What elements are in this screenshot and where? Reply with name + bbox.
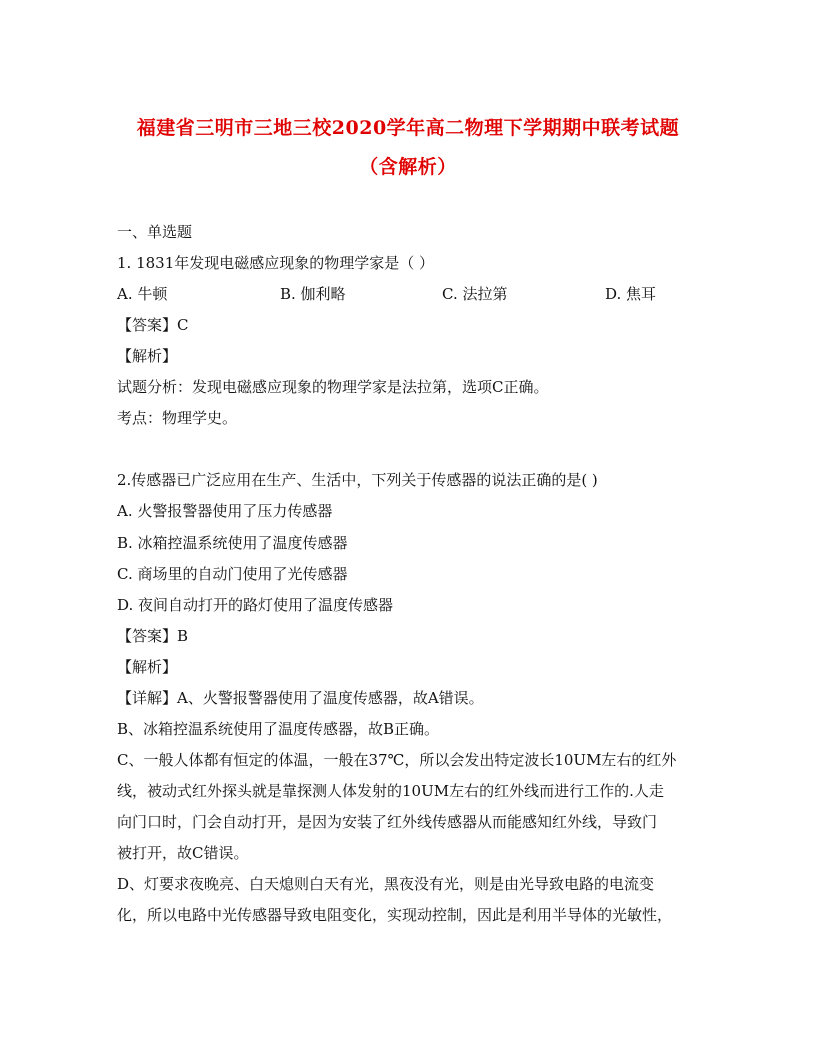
question-2-analysis-heading: 【解析】	[117, 658, 178, 676]
question-2-option-c: C. 商场里的自动门使用了光传感器	[117, 565, 348, 583]
question-1-analysis-line: 考点：物理学史。	[117, 409, 238, 427]
question-1-analysis-line: 试题分析：发现电磁感应现象的物理学家是法拉第，选项C正确。	[117, 378, 549, 396]
question-1-option-c: C. 法拉第	[442, 285, 508, 303]
question-2-analysis-line: D、灯要求夜晚亮、白天熄则白天有光，黑夜没有光，则是由光导致电路的电流变	[117, 875, 655, 893]
section-heading: 一、单选题	[117, 223, 193, 241]
question-2-analysis-line: C、一般人体都有恒定的体温，一般在37℃，所以会发出特定波长10UM左右的红外	[117, 751, 677, 769]
question-2-option-d: D. 夜间自动打开的路灯使用了温度传感器	[117, 596, 394, 614]
question-1-option-b: B. 伽利略	[280, 285, 346, 303]
question-1-stem: 1. 1831年发现电磁感应现象的物理学家是（ ）	[117, 254, 435, 272]
question-1-option-d: D. 焦耳	[605, 285, 657, 303]
question-1-option-a: A. 牛顿	[117, 285, 168, 303]
document-title: 福建省三明市三地三校2020学年高二物理下学期期中联考试题	[136, 117, 680, 139]
question-2-stem: 2.传感器已广泛应用在生产、生活中，下列关于传感器的说法正确的是( )	[117, 471, 598, 489]
question-2-analysis-line: B、冰箱控温系统使用了温度传感器，故B正确。	[117, 720, 440, 738]
question-1-analysis-heading: 【解析】	[117, 347, 178, 365]
question-2-analysis-line: 向门口时，门会自动打开，是因为安装了红外线传感器从而能感知红外线，导致门	[117, 813, 658, 831]
question-2-analysis-line: 线，被动式红外探头就是靠探测人体发射的10UM左右的红外线而进行工作的.人走	[117, 782, 664, 800]
question-2-analysis-line: 【详解】A、火警报警器使用了温度传感器，故A错误。	[117, 689, 484, 707]
question-2-option-a: A. 火警报警器使用了压力传感器	[117, 502, 333, 520]
question-2-analysis-line: 被打开，故C错误。	[117, 844, 249, 862]
question-2-option-b: B. 冰箱控温系统使用了温度传感器	[117, 534, 348, 552]
question-2-analysis-line: 化，所以电路中光传感器导致电阻变化，实现动控制，因此是利用半导体的光敏性，	[117, 906, 673, 924]
question-2-answer: 【答案】B	[117, 627, 189, 645]
question-1-answer: 【答案】C	[117, 316, 189, 334]
document-subtitle: （含解析）	[359, 156, 457, 178]
